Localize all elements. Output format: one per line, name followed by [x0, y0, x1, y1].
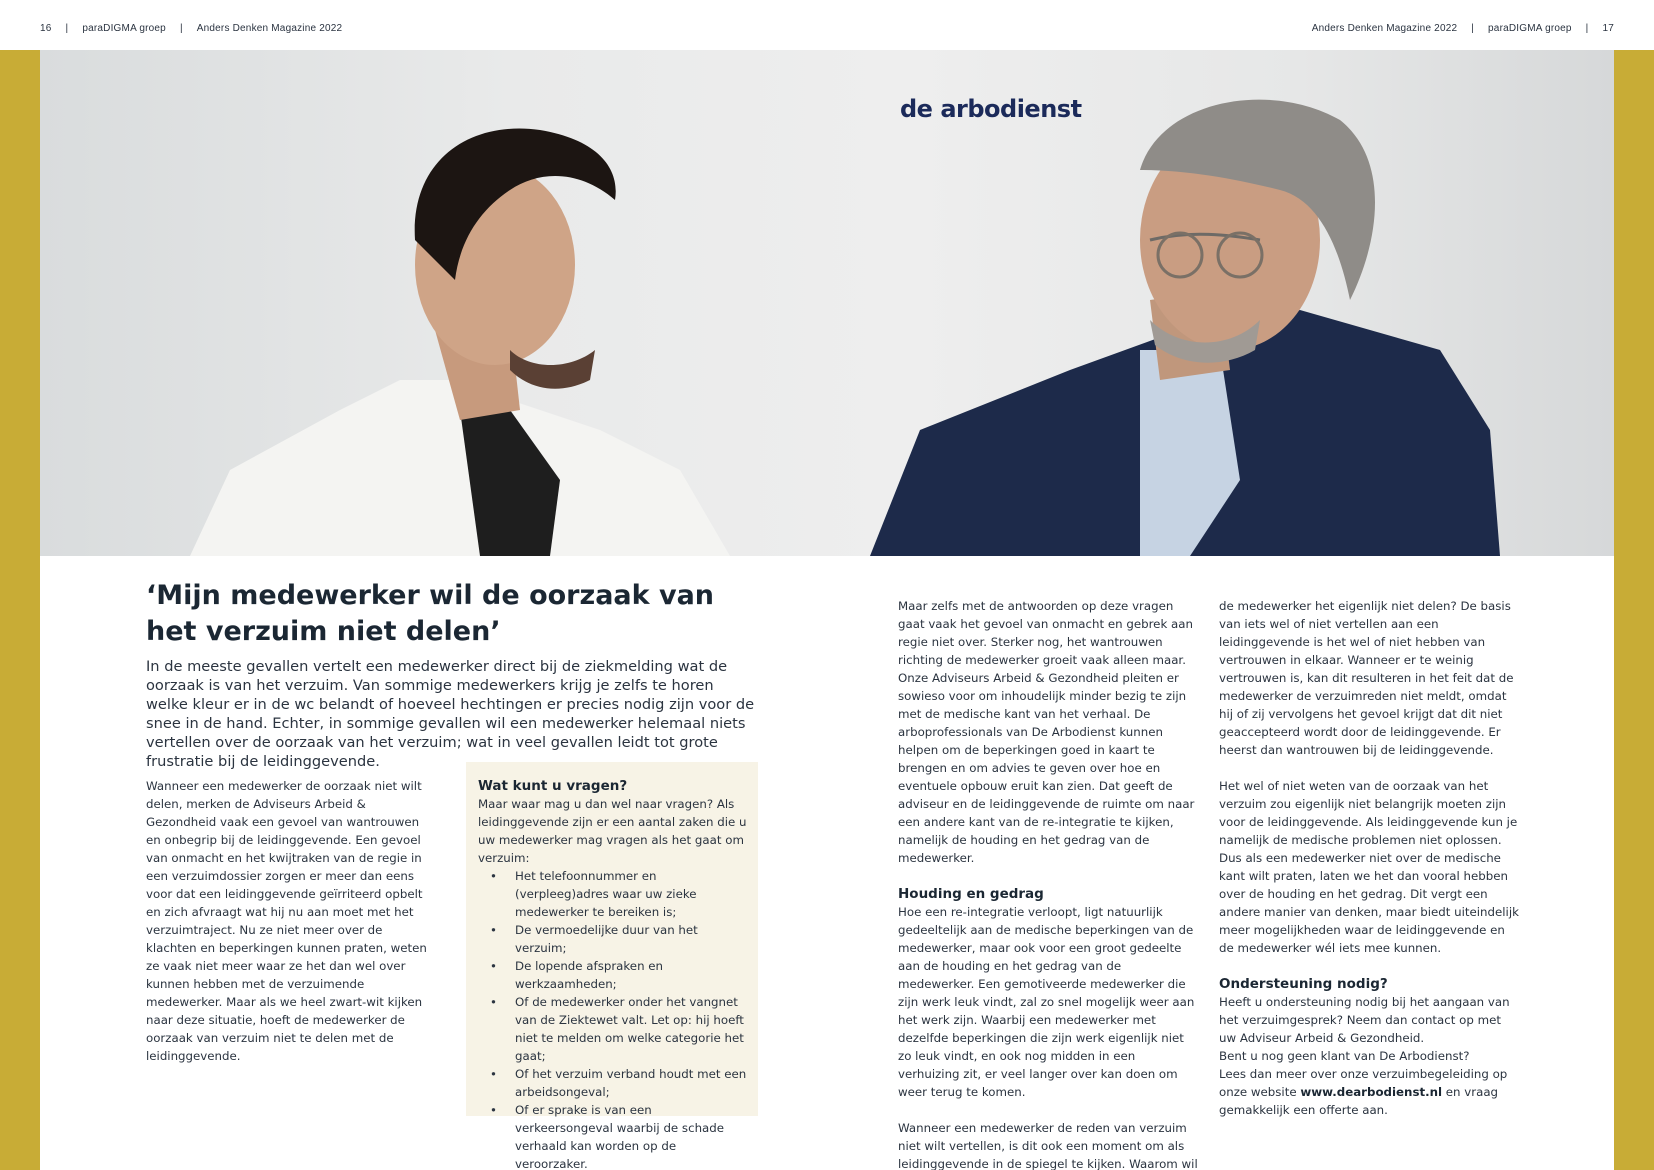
list-item: • De lopende afspraken en werkzaamheden;	[478, 957, 748, 993]
column-4-paragraph-1: de medewerker het eigenlijk niet delen? De basis van iets wel of niet vertellen aan een leidinggevende is het wel of niet hebben van vertrouwen in elkaar. Wanneer er te weinig vertrouwen is, kan dit resulteren in het feit dat de medewerker de verzuimreden niet meldt, omdat hij of zij vervolgens het gevoel krijgt dat dit niet geaccepteerd wordt door de leidinggevende. Er heerst dan wantrouwen bij de leidinggevende.	[1219, 599, 1514, 757]
info-box-intro: Maar waar mag u dan wel naar vragen? Als leidinggevende zijn er een aantal zaken die u uw medewerker mag vragen als het gaat om verzuim:	[478, 797, 747, 865]
section-heading-houding: Houding en gedrag	[898, 886, 1044, 902]
column-3-paragraph-3: Wanneer een medewerker de reden van verzuim niet wilt vertellen, is dit ook een moment om als leidinggevende in de spiegel te kijken. Waarom wil	[898, 1121, 1198, 1170]
page-header	[0, 0, 1654, 50]
article-intro: In de meeste gevallen vertelt een medewerker direct bij de ziekmelding wat de oorzaak is van het verzuim. Van sommige medewerkers krijg je zelfs te horen welke kleur er in de wc belandt of hoeveel hechtingen er precies nodig zijn voor de snee in de hand. Echter, in sommige gevallen wil een medewerker helemaal niets vertellen over de oorzaak van het verzuim; wat in veel gevallen leidt tot grote frustratie bij de leidinggevende.	[146, 658, 755, 770]
magazine-left: Anders Denken Magazine 2022	[196, 23, 343, 34]
hero-photo	[40, 50, 1614, 556]
list-item: • Of er sprake is van een verkeersongeval waarbij de schade verhaald kan worden op de veroorzaker.	[478, 1101, 748, 1170]
offer-text: en vraag gemakkelijk een offerte aan.	[1219, 1085, 1499, 1117]
list-item: • Het telefoonnummer en (verpleeg)adres waar uw zieke medewerker te bereiken is;	[478, 867, 748, 921]
publisher-right: paraDIGMA groep	[1488, 23, 1572, 34]
info-box-list	[478, 867, 748, 1170]
column-3-paragraph-2: Hoe een re-integratie verloopt, ligt natuurlijk gedeeltelijk aan de medische beperkingen van de medewerker, maar ook voor een groot gedeelte aan de houding en het gedrag van de medewerker. Een gemotiveerde medewerker die zijn werk leuk vindt, zal zo snel mogelijk weer aan het werk zijn. Waarbij een medewerker met dezelfde beperkingen die zijn werk eigenlijk niet zo leuk vindt, en ook nog midden in een verhuizing zit, er veel langer over kan doen om weer terug te komen.	[898, 905, 1195, 1099]
info-box-content	[478, 777, 748, 1170]
column-4-paragraph-3	[1219, 993, 1519, 1119]
info-box-heading: Wat kunt u vragen?	[478, 778, 628, 794]
page-number-right: 17	[1602, 23, 1614, 34]
publisher-left: paraDIGMA groep	[82, 23, 166, 34]
info-box	[466, 762, 758, 1170]
column-3	[898, 597, 1198, 1170]
accent-band-left	[0, 50, 40, 1170]
list-item: • De vermoedelijke duur van het verzuim;	[478, 921, 748, 957]
hero-photo-illustration	[40, 50, 1614, 556]
arbodienst-logo: de arbodienst	[900, 95, 1082, 123]
header-left: 16 | paraDIGMA groep | Anders Denken Magazine 2022	[40, 23, 343, 34]
list-item: • Of het verzuim verband houdt met een arbeidsongeval;	[478, 1065, 748, 1101]
magazine-right: Anders Denken Magazine 2022	[1311, 23, 1458, 34]
support-text: Heeft u ondersteuning nodig bij het aangaan van het verzuimgesprek? Neem dan contact op met uw Adviseur Arbeid & Gezondheid.	[1219, 995, 1510, 1045]
website-link[interactable]: www.dearbodienst.nl	[1300, 1085, 1443, 1099]
website-lead-text: Lees dan meer over onze verzuimbegeleiding op onze website	[1219, 1067, 1508, 1099]
column-3-paragraph-1: Maar zelfs met de antwoorden op deze vragen gaat vaak het gevoel van onmacht en gebrek aan regie niet over. Sterker nog, het wantrouwen richting de medewerker groeit vaak alleen maar. Onze Adviseurs Arbeid & Gezondheid pleiten er sowieso voor om inhoudelijk minder bezig te zijn met de medische kant van het verhaal. De arboprofessionals van De Arbodienst kunnen helpen om de beperkingen goed in kaart te brengen en om advies te geven over hoe en eventuele opbouw eruit kan zien. Dat geeft de adviseur en de leidinggevende de ruimte om naar een andere kant van de re-integratie te kijken, namelijk de houding en het gedrag van de medewerker.	[898, 599, 1195, 865]
column-1-paragraph: Wanneer een medewerker de oorzaak niet wilt delen, merken de Adviseurs Arbeid & Gezondheid vaak een gevoel van wantrouwen en onbegrip bij de leidinggevende. Een gevoel van onmacht en het kwijtraken van de regie in een verzuimdossier zorgen er meer dan eens voor dat een leidinggevende geïrriteerd opbelt en zich afvraagt wat hij nu aan moet met het verzuimtraject. Nu ze niet meer over de klachten en beperkingen kunnen praten, weten ze vaak niet meer waar ze het dan wel over kunnen hebben met de verzuimende medewerker. Maar als we heel zwart-wit kijken naar deze situatie, hoeft de medewerker de oorzaak van verzuim niet te delen met de leidinggevende.	[146, 779, 427, 1063]
client-question: Bent u nog geen klant van De Arbodienst?	[1219, 1049, 1470, 1063]
section-heading-ondersteuning: Ondersteuning nodig?	[1219, 976, 1388, 992]
page-number-left: 16	[40, 23, 52, 34]
column-4	[1219, 597, 1519, 1137]
article-title: ‘Mijn medewerker wil de oorzaak van het verzuim niet delen’	[146, 580, 715, 647]
header-right: Anders Denken Magazine 2022 | paraDIGMA groep | 17	[1311, 23, 1614, 34]
column-1	[146, 777, 436, 1083]
accent-band-right	[1614, 50, 1654, 1170]
list-item: • Of de medewerker onder het vangnet van de Ziektewet valt. Let op: hij hoeft niet te melden om welke categorie het gaat;	[478, 993, 748, 1065]
column-4-paragraph-2: Het wel of niet weten van de oorzaak van het verzuim zou eigenlijk niet belangrijk moeten zijn voor de leidinggevende. Als leidinggevende kun je namelijk de medische problemen niet oplossen. Dus als een medewerker niet over de medische kant wilt praten, laten we het dan vooral hebben over de houding en het gedrag. Dit vergt een andere manier van denken, maar biedt uiteindelijk meer mogelijkheden waar de leidinggevende en de medewerker wél iets mee kunnen.	[1219, 779, 1519, 955]
